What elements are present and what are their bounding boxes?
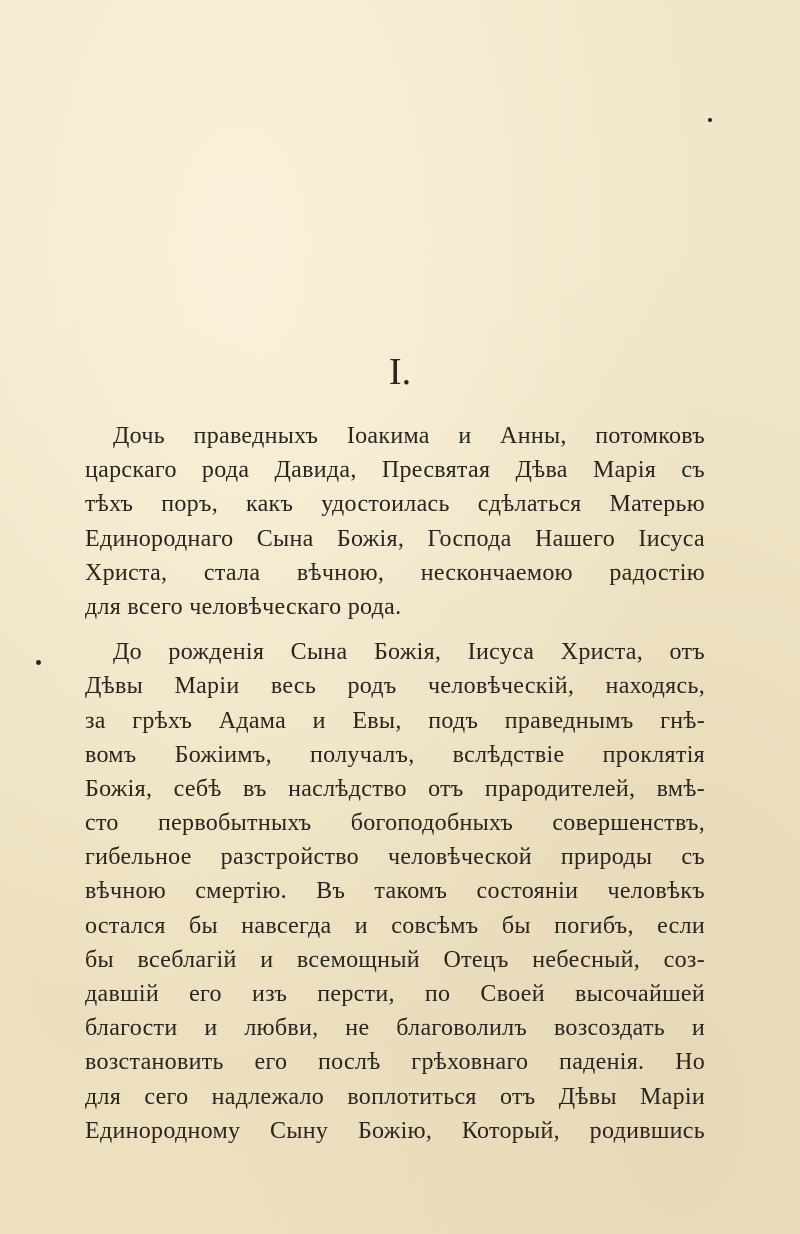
- text-line: возстановить его послѣ грѣховнаго паденія. Но: [85, 1049, 705, 1076]
- text-line: Божія, себѣ въ наслѣдство отъ прародителей, вмѣ-: [85, 775, 705, 802]
- text-line: Христа, стала вѣчною, нескончаемою радостію: [85, 559, 705, 586]
- text-line: сто первобытныхъ богоподобныхъ совершенствъ,: [85, 810, 705, 837]
- text-line: остался бы навсегда и совсѣмъ бы погибъ, если: [85, 912, 705, 939]
- text-line: вомъ Божіимъ, получалъ, вслѣдствіе проклятія: [85, 741, 705, 768]
- paragraph-2: [85, 635, 705, 1148]
- text-line: До рожденія Сына Божія, Іисуса Христа, отъ: [113, 639, 705, 666]
- print-speck: [708, 118, 712, 122]
- text-line: Дочь праведныхъ Іоакима и Анны, потомковъ: [113, 423, 705, 449]
- text-line: Единородному Сыну Божію, Который, родившись: [85, 1117, 705, 1144]
- text-line: царскаго рода Давида, Пресвятая Дѣва Марія съ: [85, 457, 705, 484]
- page-text: [85, 419, 705, 1148]
- text-line: за грѣхъ Адама и Евы, подъ праведнымъ гнѣ-: [85, 707, 705, 734]
- paragraph-1: [85, 419, 705, 624]
- print-speck: [36, 660, 41, 665]
- text-line: давшій его изъ персти, по Своей высочайшей: [85, 981, 705, 1007]
- chapter-number: I.: [388, 351, 412, 393]
- text-line: Единороднаго Сына Божія, Господа Нашего Іисуса: [85, 525, 705, 552]
- text-line: гибельное разстройство человѣческой природы съ: [85, 844, 705, 871]
- text-line: вѣчною смертію. Въ такомъ состояніи человѣкъ: [85, 878, 705, 905]
- text-line: тѣхъ поръ, какъ удостоилась сдѣлаться Матерью: [85, 491, 705, 518]
- text-line: Дѣвы Маріи весь родъ человѣческій, находясь,: [85, 673, 705, 700]
- text-line: для сего надлежало воплотиться отъ Дѣвы Маріи: [85, 1083, 705, 1110]
- text-line: бы всеблагій и всемощный Отецъ небесный, соз-: [85, 946, 705, 973]
- text-line: для всего человѣческаго рода.: [85, 593, 402, 620]
- text-line: благости и любви, не благоволилъ возсоздать и: [85, 1015, 705, 1042]
